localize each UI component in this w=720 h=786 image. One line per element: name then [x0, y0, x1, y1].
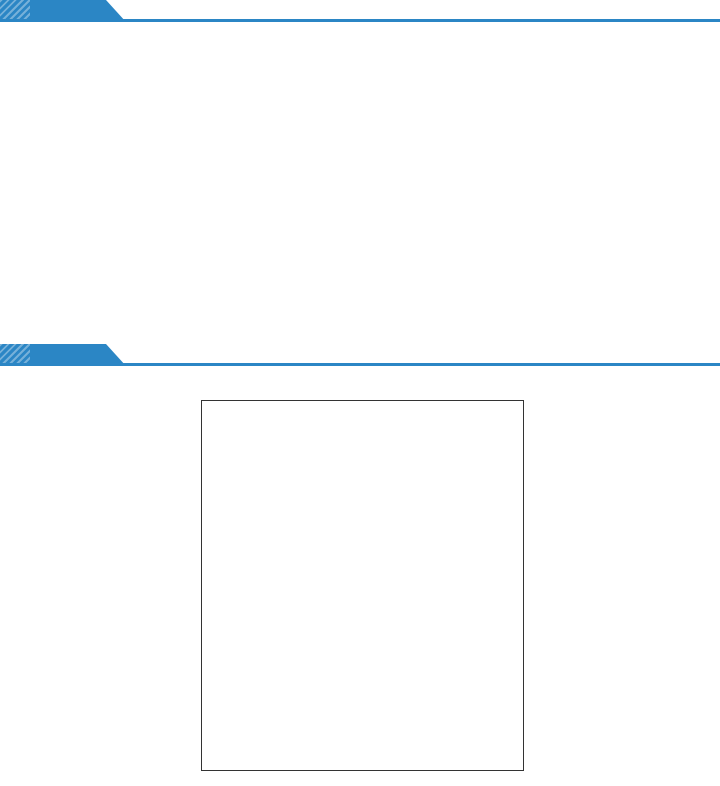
section-banner-diagram [0, 344, 720, 366]
terminal-diagram [201, 400, 524, 771]
section-banner-purpose [0, 0, 720, 22]
